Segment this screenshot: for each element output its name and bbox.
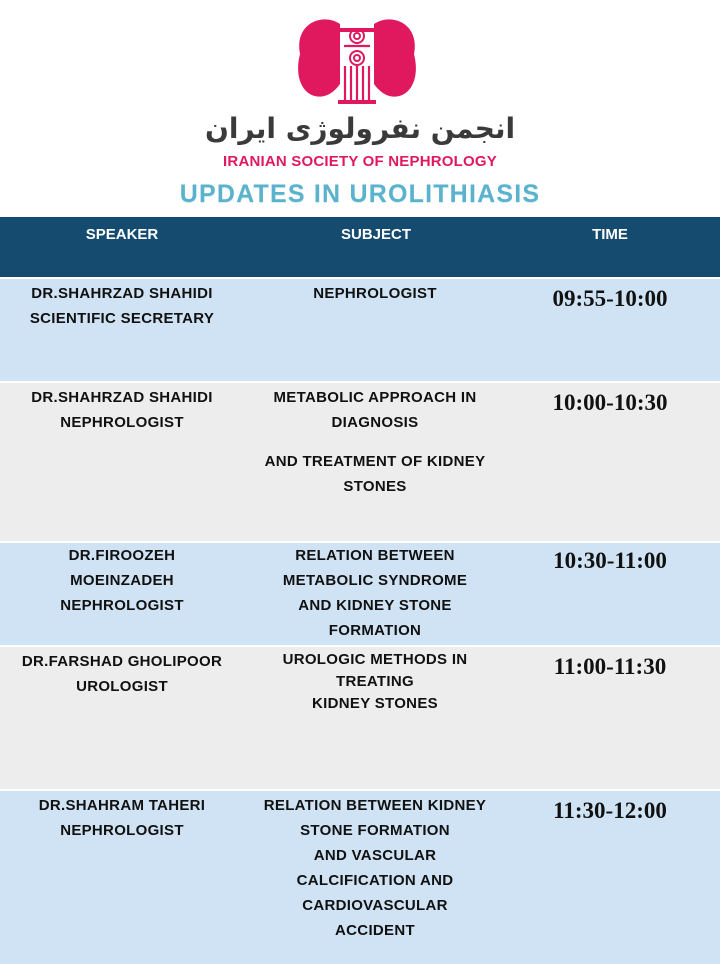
table-row bbox=[0, 645, 720, 789]
subject-line: STONE FORMATION bbox=[300, 822, 450, 839]
time-cell: 10:00-10:30 bbox=[552, 390, 668, 415]
subject-line: METABOLIC SYNDROME bbox=[282, 572, 468, 589]
subject-line: UROLOGIC METHODS IN bbox=[282, 651, 468, 668]
subject-cell bbox=[252, 281, 498, 306]
subject-line: FORMATION bbox=[328, 622, 422, 639]
subject-line: CALCIFICATION AND bbox=[296, 872, 454, 889]
subject-cell bbox=[252, 543, 498, 643]
subject-line: TREATING bbox=[336, 673, 414, 690]
subject-cell bbox=[252, 793, 498, 943]
table-row bbox=[0, 277, 720, 381]
organization-english-name: IRANIAN SOCIETY OF NEPHROLOGY bbox=[223, 153, 497, 170]
subject-line: RELATION BETWEEN bbox=[295, 547, 455, 564]
speaker-column-header: SPEAKER bbox=[85, 226, 159, 243]
speaker-cell bbox=[0, 793, 244, 843]
subject-line: CARDIOVASCULAR bbox=[302, 897, 448, 914]
time-cell: 11:00-11:30 bbox=[553, 654, 667, 679]
subject-line: AND VASCULAR bbox=[313, 847, 437, 864]
time-column-header: TIME bbox=[592, 226, 628, 243]
speaker-line: DR.FARSHAD GHOLIPOOR bbox=[21, 653, 223, 670]
speaker-cell bbox=[0, 281, 244, 331]
program-table bbox=[0, 217, 720, 964]
subject-line: DIAGNOSIS bbox=[331, 414, 419, 431]
subject-line: STONES bbox=[343, 478, 407, 495]
speaker-line: NEPHROLOGIST bbox=[60, 414, 184, 431]
subject-line: ACCIDENT bbox=[335, 922, 415, 939]
subject-line: KIDNEY STONES bbox=[312, 695, 438, 712]
time-cell: 10:30-11:00 bbox=[553, 548, 667, 573]
time-cell: 11:30-12:00 bbox=[553, 798, 667, 823]
speaker-line: NEPHROLOGIST bbox=[60, 822, 184, 839]
subject-cell bbox=[252, 649, 498, 715]
speaker-line: DR.FIROOZEH bbox=[68, 547, 176, 564]
table-row bbox=[0, 789, 720, 964]
kidney-column-logo bbox=[292, 14, 422, 108]
subject-line: RELATION BETWEEN KIDNEY bbox=[263, 797, 487, 814]
table-row bbox=[0, 381, 720, 541]
speaker-line: MOEINZADEH bbox=[70, 572, 174, 589]
subject-cell bbox=[252, 385, 498, 499]
subject-column-header: SUBJECT bbox=[340, 226, 411, 243]
speaker-cell bbox=[0, 649, 244, 699]
subject-line: NEPHROLOGIST bbox=[313, 285, 437, 302]
time-cell: 09:55-10:00 bbox=[552, 286, 668, 311]
speaker-line: UROLOGIST bbox=[76, 678, 168, 695]
subject-line: METABOLIC APPROACH IN bbox=[273, 389, 477, 406]
page-title: UPDATES IN UROLITHIASIS bbox=[179, 180, 541, 208]
speaker-cell bbox=[0, 385, 244, 435]
speaker-line: DR.SHAHRZAD SHAHIDI bbox=[31, 285, 213, 302]
speaker-line: DR.SHAHRZAD SHAHIDI bbox=[31, 389, 213, 406]
organization-persian-name: انجمن نفرولوژی ایران bbox=[204, 112, 516, 145]
speaker-line: DR.SHAHRAM TAHERI bbox=[38, 797, 206, 814]
speaker-line: SCIENTIFIC SECRETARY bbox=[29, 310, 215, 327]
table-row bbox=[0, 541, 720, 645]
subject-line: AND KIDNEY STONE bbox=[298, 597, 452, 614]
speaker-cell bbox=[0, 543, 244, 618]
speaker-line: NEPHROLOGIST bbox=[60, 597, 184, 614]
subject-line: AND TREATMENT OF KIDNEY bbox=[264, 453, 486, 470]
table-header bbox=[0, 217, 720, 277]
